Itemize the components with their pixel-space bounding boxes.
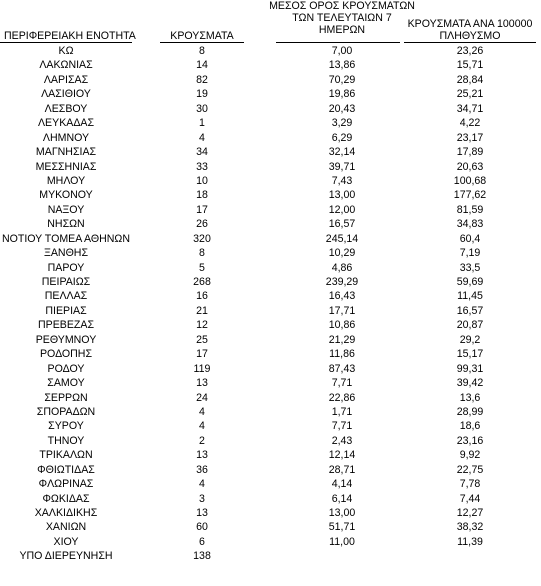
region-cell: ΧΑΛΚΙΔΙΚΗΣ: [34, 507, 98, 519]
avg-cell: 13,00: [328, 189, 356, 202]
region-cell: ΜΥΚΟΝΟΥ: [39, 189, 93, 202]
header-underline-cases: [160, 42, 244, 43]
cases-cell: 25: [196, 333, 208, 346]
table-row: [0, 549, 541, 563]
avg-cell: 13,00: [328, 507, 356, 519]
avg-cell: 11,86: [329, 348, 355, 361]
region-cell: ΧΑΝΙΩΝ: [45, 521, 87, 534]
cases-cell: 5: [199, 261, 205, 274]
avg-cell: 70,29: [328, 73, 356, 86]
avg-cell: 17,71: [328, 304, 356, 317]
cases-cell: 4: [199, 478, 205, 491]
region-cell: ΛΕΥΚΑΔΑΣ: [37, 117, 95, 130]
avg-cell: 7,43: [331, 174, 353, 187]
header-cases: ΚΡΟΥΣΜΑΤΑ: [170, 30, 234, 42]
table-row: [0, 232, 541, 246]
per100k-cell: 11,45: [457, 290, 483, 303]
region-cell: ΛΑΡΙΣΑΣ: [43, 73, 89, 86]
table-row: [0, 261, 541, 275]
avg-cell: 6,29: [331, 131, 353, 144]
header-underline-region: [0, 42, 132, 43]
cases-cell: 4: [199, 405, 205, 418]
per100k-cell: 13,6: [459, 391, 481, 404]
region-cell: ΝΗΣΩΝ: [47, 218, 85, 231]
table-row: [0, 318, 541, 332]
cases-cell: 26: [196, 218, 208, 231]
per100k-cell: 25,21: [456, 88, 484, 101]
table-row: [0, 376, 541, 390]
per100k-cell: 15,17: [456, 348, 484, 361]
per100k-cell: 16,57: [456, 304, 484, 317]
region-cell: ΥΠΟ ΔΙΕΡΕΥΝΗΣΗ: [19, 550, 113, 563]
per100k-cell: 9,92: [459, 449, 481, 462]
per100k-cell: 20,63: [456, 160, 484, 173]
per100k-cell: 33,5: [459, 261, 481, 274]
table-row: [0, 405, 541, 419]
table-row: [0, 419, 541, 433]
header-per-line: ΚΡΟΥΣΜΑΤΑ ΑΝΑ 100000: [407, 18, 533, 30]
per100k-cell: 22,75: [456, 463, 484, 476]
avg-cell: 6,14: [331, 492, 353, 505]
table-row: [0, 87, 541, 101]
cases-cell: 12: [196, 319, 208, 332]
avg-cell: 3,29: [331, 117, 353, 130]
region-cell: ΜΕΣΣΗΝΙΑΣ: [35, 160, 97, 173]
region-cell: ΦΛΩΡΙΝΑΣ: [38, 478, 94, 491]
per100k-cell: 34,83: [456, 218, 484, 231]
header-region: ΠΕΡΙΦΕΡΕΙΑΚΗ ΕΝΟΤΗΤΑ: [4, 30, 136, 42]
avg-cell: 7,71: [331, 377, 353, 390]
cases-cell: 36: [196, 463, 208, 476]
cases-cell: 21: [196, 304, 208, 317]
table-row: [0, 506, 541, 520]
cases-cell: 34: [196, 146, 208, 159]
header-underline-avg: [276, 42, 400, 43]
region-cell: ΡΕΘΥΜΝΟΥ: [35, 333, 97, 346]
avg-cell: 32,14: [328, 146, 356, 159]
region-cell: ΠΕΛΛΑΣ: [44, 290, 88, 303]
per100k-cell: 7,44: [459, 492, 481, 505]
cases-cell: 119: [193, 362, 211, 375]
region-cell: ΦΘΙΩΤΙΔΑΣ: [37, 463, 95, 476]
avg-cell: 2,43: [331, 434, 353, 447]
region-cell: ΧΙΟΥ: [53, 535, 79, 548]
cases-cell: 1: [199, 117, 205, 130]
cases-cell: 13: [196, 377, 208, 390]
per100k-cell: 18,6: [459, 420, 481, 433]
avg-cell: 4,14: [331, 478, 353, 491]
per100k-cell: 12,27: [456, 507, 484, 519]
cases-cell: 6: [199, 535, 205, 548]
table-row: [0, 304, 541, 318]
table-row: [0, 131, 541, 145]
cases-cell: 19: [196, 88, 208, 101]
region-cell: ΠΑΡΟΥ: [47, 261, 85, 274]
cases-cell: 14: [196, 59, 208, 72]
region-cell: ΡΟΔΟΠΗΣ: [39, 348, 93, 361]
region-cell: ΤΡΙΚΑΛΩΝ: [39, 449, 93, 462]
avg-cell: 19,86: [328, 88, 356, 101]
cases-cell: 320: [193, 232, 211, 245]
table-row: [0, 58, 541, 72]
region-cell: ΞΑΝΘΗΣ: [43, 247, 89, 260]
cases-cell: 8: [199, 45, 205, 57]
per100k-cell: 23,26: [456, 45, 484, 57]
avg-cell: 16,57: [328, 218, 356, 231]
cases-cell: 30: [196, 102, 208, 115]
header-underline-per: [404, 42, 536, 43]
header-per-100k: [400, 18, 540, 42]
table-row: [0, 44, 541, 58]
per100k-cell: 38,32: [456, 521, 484, 534]
region-cell: ΣΠΟΡΑΔΩΝ: [36, 405, 96, 418]
per100k-cell: 11,39: [457, 535, 483, 548]
cases-cell: 138: [193, 550, 211, 563]
avg-cell: 12,14: [328, 449, 356, 462]
per100k-cell: 7,78: [459, 478, 481, 491]
header-avg-line: ΗΜΕΡΩΝ: [318, 24, 366, 36]
table-row: [0, 477, 541, 491]
avg-cell: 12,00: [328, 203, 356, 216]
region-cell: ΣΕΡΡΩΝ: [44, 391, 88, 404]
avg-cell: 245,14: [325, 232, 359, 245]
per100k-cell: 29,2: [459, 333, 481, 346]
per100k-cell: 23,16: [456, 434, 484, 447]
table-row: [0, 188, 541, 202]
table-row: [0, 174, 541, 188]
table-row: [0, 463, 541, 477]
avg-cell: 16,43: [328, 290, 356, 303]
table-row: [0, 535, 541, 549]
avg-cell: 10,86: [328, 319, 356, 332]
avg-cell: 11,00: [329, 535, 355, 548]
table-row: [0, 116, 541, 130]
cases-cell: 16: [196, 290, 208, 303]
per100k-cell: 81,59: [456, 203, 484, 216]
cases-cell: 3: [199, 492, 205, 505]
avg-cell: 20,43: [328, 102, 356, 115]
region-cell: ΚΩ: [58, 45, 74, 57]
per100k-cell: 7,19: [459, 247, 481, 260]
region-cell: ΝΟΤΙΟΥ ΤΟΜΕΑ ΑΘΗΝΩΝ: [1, 232, 131, 245]
per100k-cell: 59,69: [456, 276, 484, 288]
cases-cell: 4: [199, 131, 205, 144]
per100k-cell: 99,31: [456, 362, 484, 375]
header-avg-7-days: [262, 0, 422, 36]
region-cell: ΛΑΣΙΘΙΟΥ: [41, 88, 91, 101]
table-row: [0, 203, 541, 217]
cases-cell: 2: [199, 434, 205, 447]
region-cell: ΠΙΕΡΙΑΣ: [45, 304, 87, 317]
per100k-cell: 20,87: [456, 319, 484, 332]
avg-cell: 239,29: [325, 276, 359, 288]
header-avg-line: ΜΕΣΟΣ ΟΡΟΣ ΚΡΟΥΣΜΑΤΩΝ: [269, 0, 415, 12]
table-row: [0, 160, 541, 174]
table-row: [0, 391, 541, 405]
table-row: [0, 434, 541, 448]
cases-cell: 24: [196, 391, 208, 404]
per100k-cell: 23,17: [456, 131, 484, 144]
cases-cell: 82: [196, 73, 208, 86]
table-row: [0, 73, 541, 87]
cases-cell: 268: [193, 276, 211, 288]
avg-cell: 1,71: [331, 405, 353, 418]
avg-cell: 10,29: [328, 247, 356, 260]
table-row: [0, 145, 541, 159]
avg-cell: 7,00: [331, 45, 353, 57]
avg-cell: 28,71: [328, 463, 356, 476]
avg-cell: 22,86: [328, 391, 356, 404]
per100k-cell: 177,62: [453, 189, 487, 202]
region-cell: ΛΕΣΒΟΥ: [44, 102, 88, 115]
cases-cell: 4: [199, 420, 205, 433]
region-cell: ΛΗΜΝΟΥ: [42, 131, 90, 144]
table-row: [0, 246, 541, 260]
region-cell: ΛΑΚΩΝΙΑΣ: [39, 59, 93, 72]
table-row: [0, 492, 541, 506]
cases-cell: 10: [196, 174, 208, 187]
region-cell: ΝΑΞΟΥ: [47, 203, 85, 216]
cases-cell: 17: [196, 348, 208, 361]
cases-cell: 13: [196, 449, 208, 462]
avg-cell: 87,43: [328, 362, 356, 375]
per100k-cell: 34,71: [456, 102, 484, 115]
table-row: [0, 289, 541, 303]
cases-cell: 13: [196, 507, 208, 519]
avg-cell: 39,71: [328, 160, 356, 173]
table-row: [0, 520, 541, 534]
per100k-cell: 4,22: [459, 117, 481, 130]
per100k-cell: 100,68: [453, 174, 487, 187]
header-per-line: ΠΛΗΘΥΣΜΟ: [439, 30, 501, 42]
region-cell: ΜΗΛΟΥ: [46, 174, 86, 187]
per100k-cell: 28,99: [456, 405, 484, 418]
avg-cell: 13,86: [328, 59, 356, 72]
avg-cell: 51,71: [328, 521, 356, 534]
table-row: [0, 217, 541, 231]
per100k-cell: 28,84: [456, 73, 484, 86]
per100k-cell: 17,89: [456, 146, 484, 159]
region-cell: ΡΟΔΟΥ: [47, 362, 85, 375]
per100k-cell: 60,4: [459, 232, 481, 245]
table-row: [0, 275, 541, 289]
avg-cell: 21,29: [328, 333, 356, 346]
table-row: [0, 448, 541, 462]
table-row: [0, 362, 541, 376]
cases-cell: 18: [196, 189, 208, 202]
table-row: [0, 102, 541, 116]
region-cell: ΦΩΚΙΔΑΣ: [42, 492, 90, 505]
region-cell: ΣΥΡΟΥ: [48, 420, 84, 433]
cases-cell: 33: [196, 160, 208, 173]
per100k-cell: 15,71: [456, 59, 484, 72]
header-avg-line: ΤΩΝ ΤΕΛΕΥΤΑΙΩΝ 7: [292, 12, 392, 24]
region-cell: ΤΗΝΟΥ: [47, 434, 85, 447]
cases-cell: 8: [199, 247, 205, 260]
avg-cell: 4,86: [331, 261, 353, 274]
avg-cell: 7,71: [331, 420, 353, 433]
cases-cell: 60: [196, 521, 208, 534]
table-row: [0, 333, 541, 347]
table-row: [0, 347, 541, 361]
cases-cell: 17: [196, 203, 208, 216]
region-cell: ΜΑΓΝΗΣΙΑΣ: [35, 146, 97, 159]
region-cell: ΣΑΜΟΥ: [47, 377, 85, 390]
per100k-cell: 39,42: [456, 377, 484, 390]
region-cell: ΠΡΕΒΕΖΑΣ: [38, 319, 94, 332]
region-cell: ΠΕΙΡΑΙΩΣ: [41, 276, 91, 288]
table-body: [0, 44, 541, 564]
